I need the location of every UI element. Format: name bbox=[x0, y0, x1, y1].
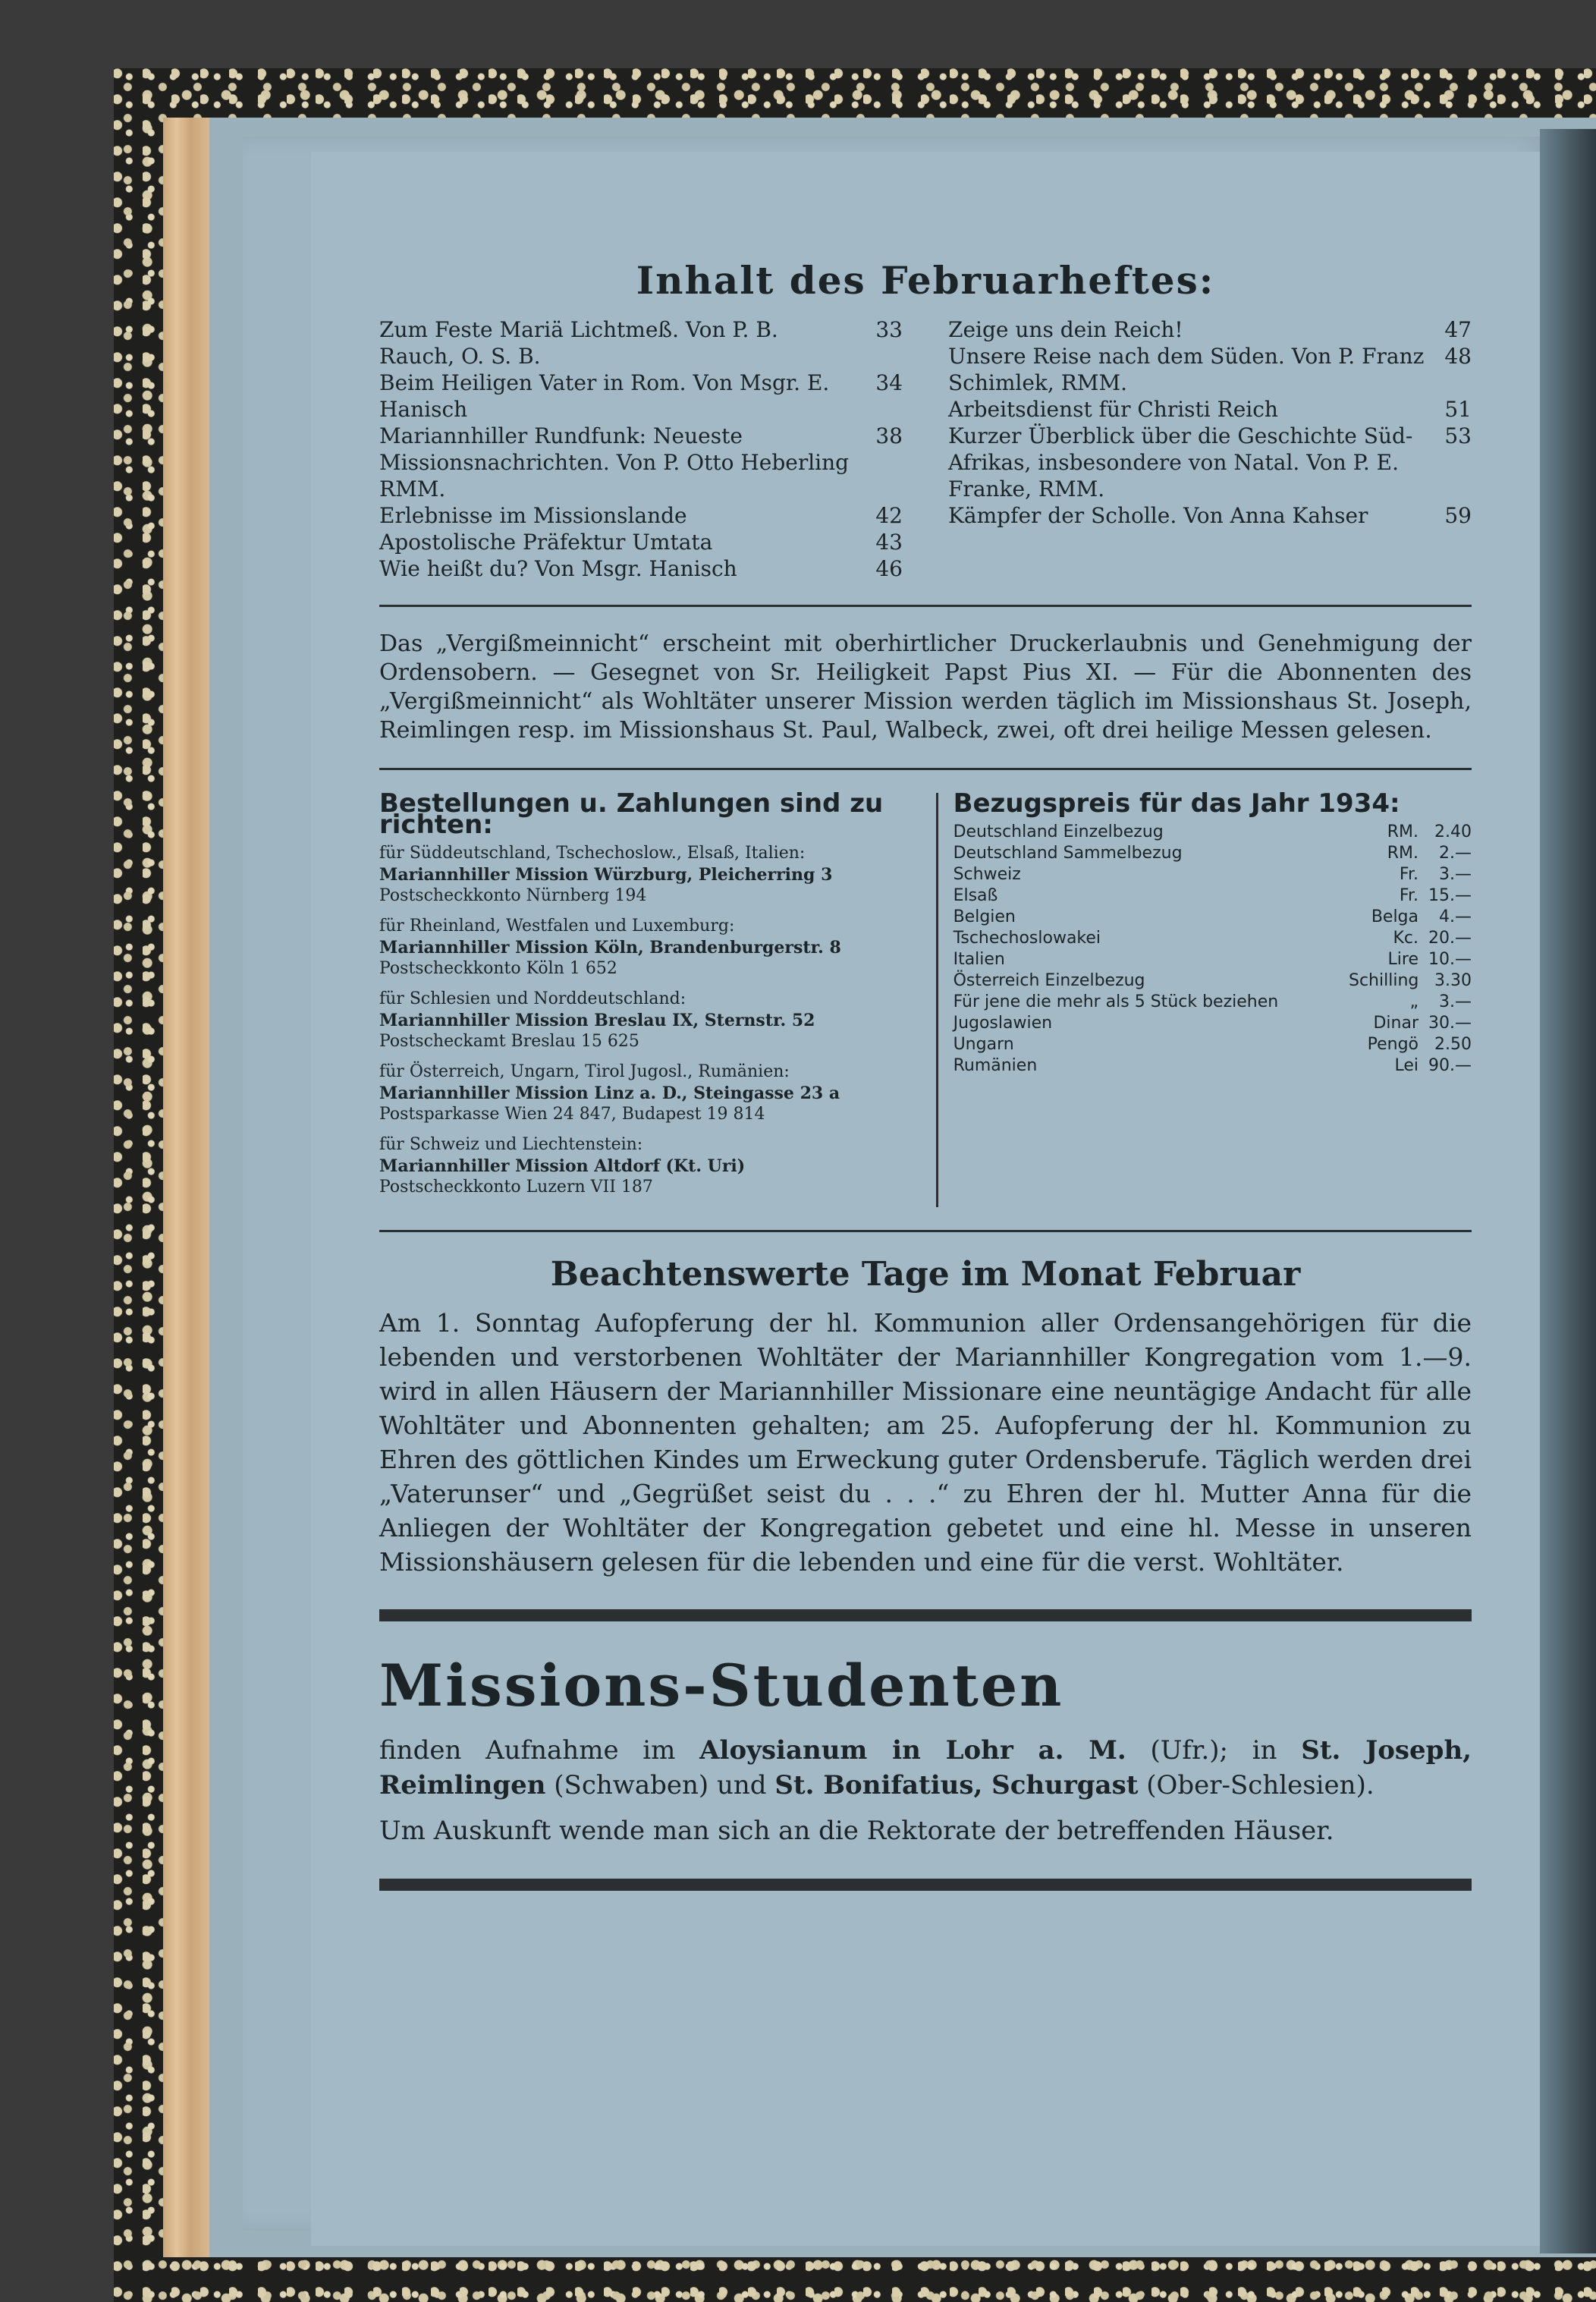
toc-title: Kurzer Überblick über die Geschichte Süd-Afrikas, insbesondere von Natal. Von P. E. Franke, RMM. bbox=[948, 423, 1413, 502]
order-addresses bbox=[379, 788, 938, 1207]
price-country: Deutschland Sammelbezug bbox=[953, 844, 1183, 863]
price-value: 4.— bbox=[1439, 907, 1472, 926]
price-country: Rumänien bbox=[953, 1056, 1038, 1075]
address-account: Postscheckamt Breslau 15 625 bbox=[379, 1032, 639, 1051]
price-row bbox=[954, 992, 1472, 1013]
divider bbox=[379, 1230, 1472, 1232]
price-row bbox=[954, 907, 1472, 928]
price-row bbox=[954, 1055, 1472, 1077]
price-currency: Lei bbox=[1394, 1056, 1418, 1075]
toc-entry bbox=[948, 502, 1472, 529]
students-text-part: finden Aufnahme im bbox=[379, 1735, 700, 1766]
toc-entry bbox=[948, 396, 1472, 423]
toc-entry bbox=[379, 529, 903, 555]
toc-page: 51 bbox=[1444, 397, 1472, 422]
address-block bbox=[379, 843, 924, 907]
address-block bbox=[379, 989, 924, 1052]
price-country: Schweiz bbox=[953, 865, 1021, 884]
toc-title: Unsere Reise nach dem Süden. Von P. Franz Schimlek, RMM. bbox=[948, 344, 1425, 395]
price-row bbox=[954, 970, 1472, 992]
students-text-part: (Schwaben) und bbox=[545, 1770, 775, 1800]
price-value: 10.— bbox=[1428, 950, 1472, 969]
orders-heading: Bestellungen u. Zahlungen sind zu richten: bbox=[379, 788, 884, 840]
price-currency: „ bbox=[1409, 992, 1418, 1011]
students-heading: Missions-Studenten bbox=[379, 1652, 1064, 1719]
price-country: Italien bbox=[953, 950, 1005, 969]
divider bbox=[379, 768, 1472, 770]
price-currency: Fr. bbox=[1399, 886, 1418, 905]
address-region: für Rheinland, Westfalen und Luxemburg: bbox=[379, 917, 735, 936]
address-region: für Österreich, Ungarn, Tirol Jugosl., Rumänien: bbox=[379, 1062, 790, 1081]
price-row bbox=[954, 1013, 1472, 1034]
price-row bbox=[954, 864, 1472, 885]
binding-spine bbox=[1540, 129, 1596, 2253]
price-currency: Fr. bbox=[1399, 865, 1418, 884]
toc-entry bbox=[379, 555, 903, 582]
toc-page: 34 bbox=[875, 370, 903, 395]
price-row bbox=[954, 928, 1472, 949]
price-row bbox=[954, 822, 1472, 843]
price-value: 3.— bbox=[1439, 865, 1472, 884]
days-heading: Beachtenswerte Tage im Monat Februar bbox=[550, 1255, 1301, 1294]
price-value: 90.— bbox=[1428, 1056, 1472, 1075]
address-region: für Süddeutschland, Tschechoslow., Elsaß, Italien: bbox=[379, 844, 806, 863]
toc-title: Zum Feste Mariä Lichtmeß. Von P. B. Rauch, O. S. B. bbox=[379, 317, 778, 369]
students-inquiry: Um Auskunft wende man sich an die Rektorate der betreffenden Häuser. bbox=[379, 1816, 1334, 1846]
address-name: Mariannhiller Mission Breslau IX, Sternstr. 52 bbox=[379, 1011, 815, 1030]
toc-page: 46 bbox=[875, 556, 903, 581]
price-row bbox=[954, 949, 1472, 970]
divider bbox=[379, 605, 1472, 607]
toc-page: 42 bbox=[875, 503, 903, 528]
address-name: Mariannhiller Mission Altdorf (Kt. Uri) bbox=[379, 1156, 746, 1176]
toc-title: Mariannhiller Rundfunk: Neueste Missionsnachrichten. Von P. Otto Heberling RMM. bbox=[379, 423, 850, 502]
toc-page: 53 bbox=[1444, 423, 1472, 448]
toc-entry bbox=[379, 316, 903, 370]
thick-divider bbox=[379, 1609, 1472, 1621]
toc-entry bbox=[379, 370, 903, 423]
address-account: Postsparkasse Wien 24 847, Budapest 19 814 bbox=[379, 1105, 765, 1124]
prices-heading: Bezugspreis für das Jahr 1934: bbox=[953, 788, 1400, 819]
students-text bbox=[379, 1733, 1472, 1803]
price-country: Tschechoslowakei bbox=[953, 929, 1101, 948]
toc-page: 47 bbox=[1444, 317, 1472, 342]
toc-left-column bbox=[379, 316, 903, 582]
address-name: Mariannhiller Mission Köln, Brandenburgerstr. 8 bbox=[379, 938, 841, 958]
toc-title: Arbeitsdienst für Christi Reich bbox=[948, 397, 1278, 422]
price-value: 30.— bbox=[1428, 1014, 1472, 1033]
price-currency: Belga bbox=[1371, 907, 1418, 926]
price-country: Deutschland Einzelbezug bbox=[953, 822, 1164, 841]
address-name: Mariannhiller Mission Linz a. D., Steingasse 23 a bbox=[379, 1083, 840, 1103]
address-block bbox=[379, 1134, 924, 1198]
toc-entry bbox=[948, 343, 1472, 396]
address-block bbox=[379, 916, 924, 980]
price-country: Belgien bbox=[953, 907, 1016, 926]
school-lohr: Aloysianum in Lohr a. M. bbox=[699, 1735, 1126, 1766]
page-content bbox=[379, 258, 1472, 1921]
price-currency: Schilling bbox=[1349, 971, 1419, 990]
price-country: Elsaß bbox=[953, 886, 998, 905]
price-country: Österreich Einzelbezug bbox=[953, 971, 1145, 990]
price-value: 2.50 bbox=[1434, 1035, 1472, 1054]
toc-page: 43 bbox=[875, 530, 903, 555]
toc-entry bbox=[379, 502, 903, 529]
price-currency: RM. bbox=[1387, 822, 1418, 841]
toc-entry bbox=[948, 316, 1472, 343]
address-account: Postscheckkonto Nürnberg 194 bbox=[379, 886, 647, 905]
price-value: 3.30 bbox=[1434, 971, 1472, 990]
address-name: Mariannhiller Mission Würzburg, Pleicherring 3 bbox=[379, 865, 833, 885]
address-account: Postscheckkonto Köln 1 652 bbox=[379, 959, 617, 978]
school-schurgast: St. Bonifatius, Schurgast bbox=[774, 1770, 1139, 1800]
price-value: 20.— bbox=[1428, 929, 1472, 948]
toc-title: Kämpfer der Scholle. Von Anna Kahser bbox=[948, 503, 1368, 528]
toc-title: Zeige uns dein Reich! bbox=[948, 317, 1183, 342]
toc-heading: Inhalt des Februarheftes: bbox=[636, 258, 1215, 303]
price-value: 2.40 bbox=[1434, 822, 1472, 841]
table-of-contents bbox=[379, 316, 1472, 582]
price-currency: Pengö bbox=[1367, 1035, 1418, 1054]
price-row bbox=[954, 843, 1472, 864]
toc-page: 59 bbox=[1444, 503, 1472, 528]
price-country: Ungarn bbox=[953, 1035, 1014, 1054]
toc-entry bbox=[379, 423, 903, 502]
orders-section bbox=[379, 788, 1472, 1207]
price-country: Jugoslawien bbox=[953, 1014, 1053, 1033]
price-value: 15.— bbox=[1428, 886, 1472, 905]
address-region: für Schlesien und Norddeutschland: bbox=[379, 989, 686, 1008]
students-text-part: (Ufr.); in bbox=[1126, 1735, 1302, 1766]
price-country: Für jene die mehr als 5 Stück beziehen bbox=[953, 992, 1279, 1011]
days-text: Am 1. Sonntag Aufopferung der hl. Kommunion aller Ordensangehörigen für die lebenden und verstorbenen Wohltäter der Mariannhiller Kongregation vom 1.—9. wird in allen Häusern der Mariannhiller Missionare eine neuntägige Andacht für alle Wohltäter und Abonnenten gehalten; am 25. Aufopferung der hl. Kommunion zu Ehren des göttlichen Kindes um Erweckung guter Ordensberufe. Täglich werden drei „Vaterunser“ und „Gegrüßet seist du . . .“ zu Ehren der hl. Mutter Anna für die Anliegen der Wohltäter der Kongregation gebetet und eine hl. Messe in unseren Missionshäusern gelesen für die lebenden und eine für die verst. Wohltäter. bbox=[379, 1308, 1472, 1577]
price-value: 2.— bbox=[1439, 844, 1472, 863]
toc-entry bbox=[948, 423, 1472, 502]
price-currency: Kc. bbox=[1393, 929, 1418, 948]
school-reimlingen: St. Joseph, Reimlingen bbox=[379, 1735, 1472, 1800]
toc-title: Apostolische Präfektur Umtata bbox=[379, 530, 713, 555]
price-currency: Dinar bbox=[1373, 1014, 1418, 1033]
address-account: Postscheckkonto Luzern VII 187 bbox=[379, 1178, 653, 1197]
address-region: für Schweiz und Liechtenstein: bbox=[379, 1135, 643, 1154]
price-value: 3.— bbox=[1439, 992, 1472, 1011]
address-block bbox=[379, 1061, 924, 1125]
toc-title: Erlebnisse im Missionslande bbox=[379, 503, 687, 528]
toc-page: 48 bbox=[1444, 344, 1472, 369]
subscription-prices bbox=[953, 788, 1472, 1207]
toc-title: Beim Heiligen Vater in Rom. Von Msgr. E. Hanisch bbox=[379, 370, 830, 422]
price-row bbox=[954, 885, 1472, 907]
students-text-part: (Ober-Schlesien). bbox=[1138, 1770, 1375, 1800]
thick-divider bbox=[379, 1879, 1472, 1891]
toc-title: Wie heißt du? Von Msgr. Hanisch bbox=[379, 556, 737, 581]
price-currency: Lire bbox=[1387, 950, 1418, 969]
price-currency: RM. bbox=[1387, 844, 1418, 863]
toc-page: 38 bbox=[875, 423, 903, 448]
toc-page: 33 bbox=[875, 317, 903, 342]
price-row bbox=[954, 1034, 1472, 1055]
toc-right-column bbox=[948, 316, 1472, 582]
publication-notice: Das „Vergißmeinnicht“ erscheint mit oberhirtlicher Druckerlaubnis und Genehmigung der Ordensobern. — Gesegnet von Sr. Heiligkeit Papst Pius XI. — Für die Abonnenten des „Vergißmeinnicht“ als Wohltäter unserer Mission werden täglich im Missionshaus St. Joseph, Reimlingen resp. im Missionshaus St. Paul, Walbeck, zwei, oft drei heilige Messen gelesen. bbox=[379, 631, 1472, 744]
